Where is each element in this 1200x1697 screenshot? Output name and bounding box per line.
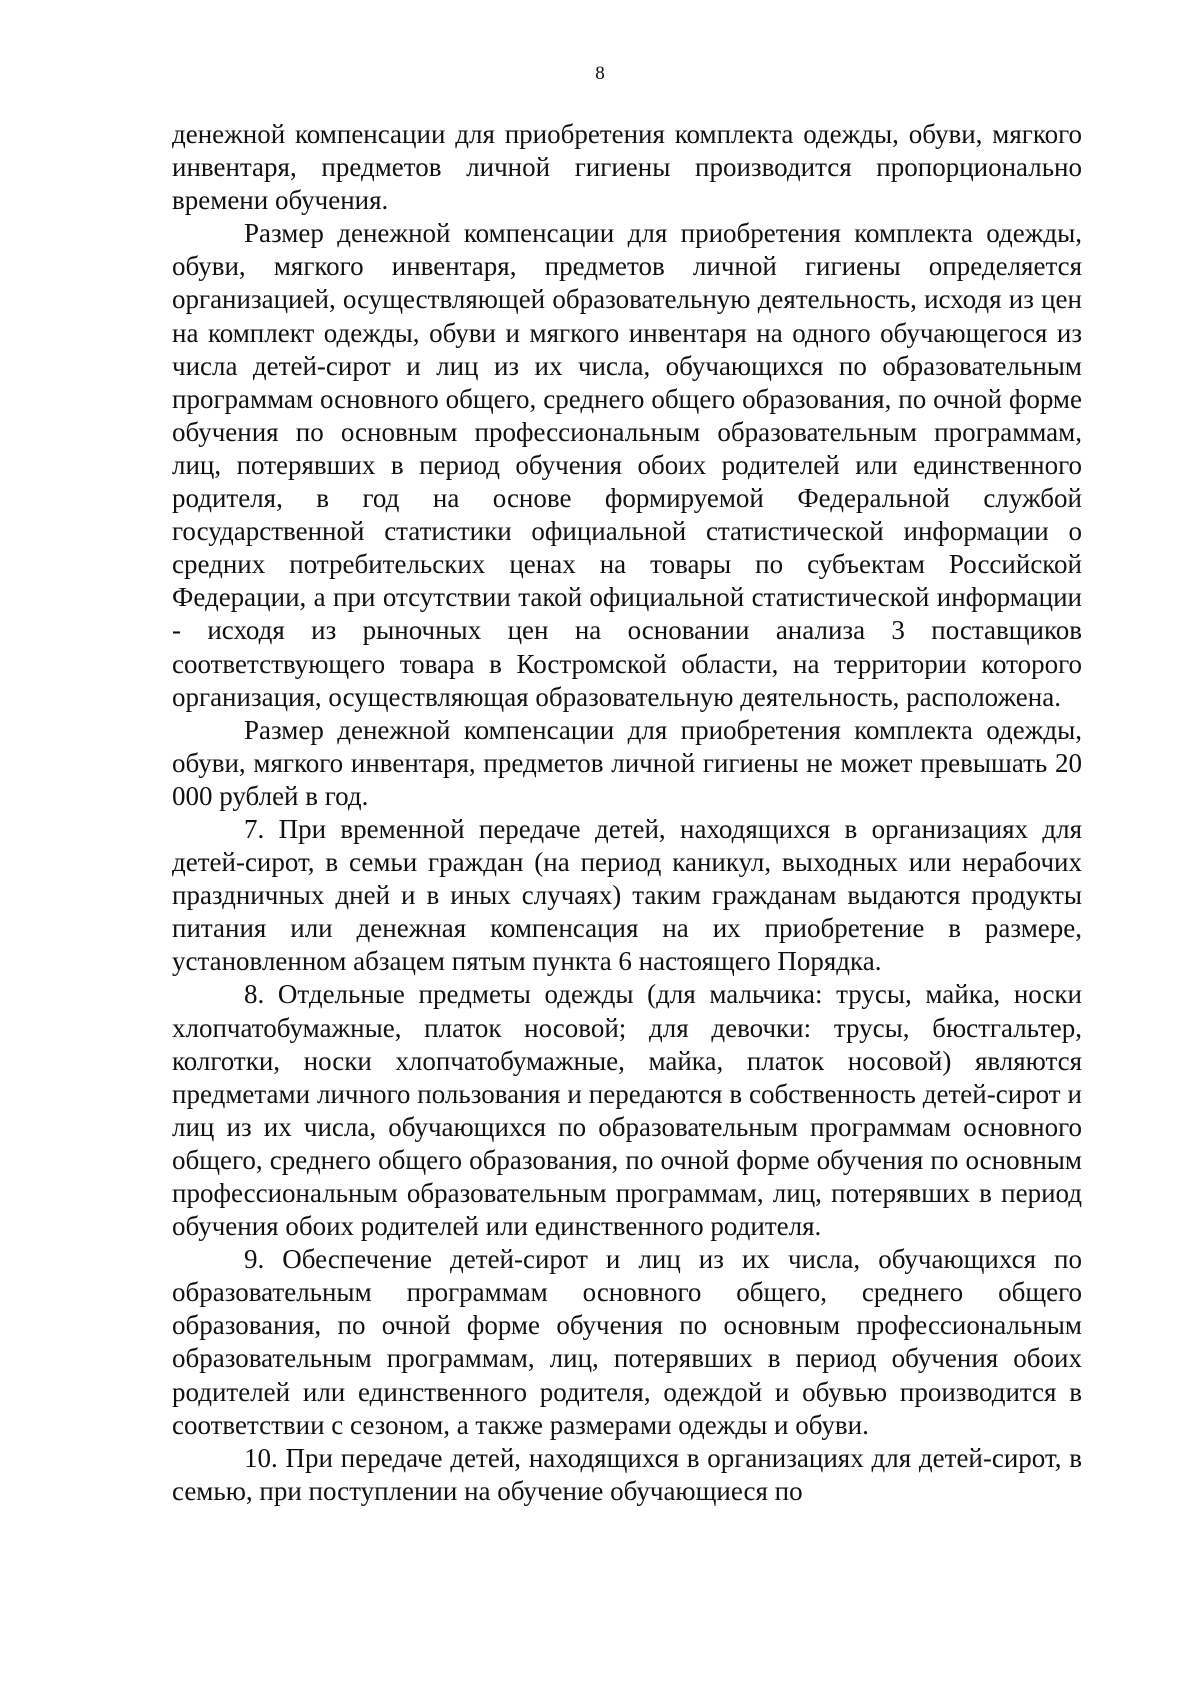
- document-body: [172, 118, 1082, 1508]
- page-number: 8: [595, 63, 605, 84]
- paragraph-item-7: 7. При временной передаче детей, находящихся в организациях для детей-сирот, в семьи граждан (на период каникул, выходных или нерабочих праздничных дней и в иных случаях) таким гражданам выдаются продукты питания или денежная компенсация на их приобретение в размере, установленном абзацем пятым пункта 6 настоящего Порядка.: [172, 813, 1082, 977]
- paragraph-compensation-size: Размер денежной компенсации для приобретения комплекта одежды, обуви, мягкого инвентаря, предметов личной гигиены определяется организацией, осуществляющей образовательную деятельность, исходя из цен на комплект одежды, обуви и мягкого инвентаря на одного обучающегося из числа детей-сирот и лиц из их числа, обучающихся по образовательным программам основного общего, среднего общего образования, по очной форме обучения по основным профессиональным образовательным программам, лиц, потерявших в период обучения обоих родителей или единственного родителя, в год на основе формируемой Федеральной службой государственной статистики официальной статистической информации о средних потребительских ценах на товары по субъектам Российской Федерации, а при отсутствии такой официальной статистической информации - исходя из рыночных цен на основании анализа 3 поставщиков соответствующего товара в Костромской области, на территории которого организация, осуществляющая образовательную деятельность, расположена.: [172, 218, 1082, 712]
- paragraph-compensation-limit: Размер денежной компенсации для приобретения комплекта одежды, обуви, мягкого инвентаря, предметов личной гигиены не может превышать 20 000 рублей в год.: [172, 714, 1082, 811]
- paragraph-item-10: 10. При передаче детей, находящихся в организациях для детей-сирот, в семью, при поступлении на обучение обучающиеся по: [172, 1442, 1082, 1506]
- paragraph-item-8: 8. Отдельные предметы одежды (для мальчика: трусы, майка, носки хлопчатобумажные, платок носовой; для девочки: трусы, бюстгальтер, колготки, носки хлопчатобумажные, майка, платок носовой) являются предметами личного пользования и передаются в собственность детей-сирот и лиц из их числа, обучающихся по образовательным программам основного общего, среднего общего образования, по очной форме обучения по основным профессиональным образовательным программам, лиц, потерявших в период обучения обоих родителей или единственного родителя.: [172, 979, 1082, 1242]
- paragraph-item-9: 9. Обеспечение детей-сирот и лиц из их числа, обучающихся по образовательным программам основного общего, среднего общего образования, по очной форме обучения по основным профессиональным образовательным программам, лиц, потерявших в период обучения обоих родителей или единственного родителя, одеждой и обувью производится в соответствии с сезоном, а также размерами одежды и обуви.: [172, 1244, 1082, 1440]
- paragraph-continuation: денежной компенсации для приобретения комплекта одежды, обуви, мягкого инвентаря, предметов личной гигиены производится пропорционально времени обучения.: [172, 119, 1082, 216]
